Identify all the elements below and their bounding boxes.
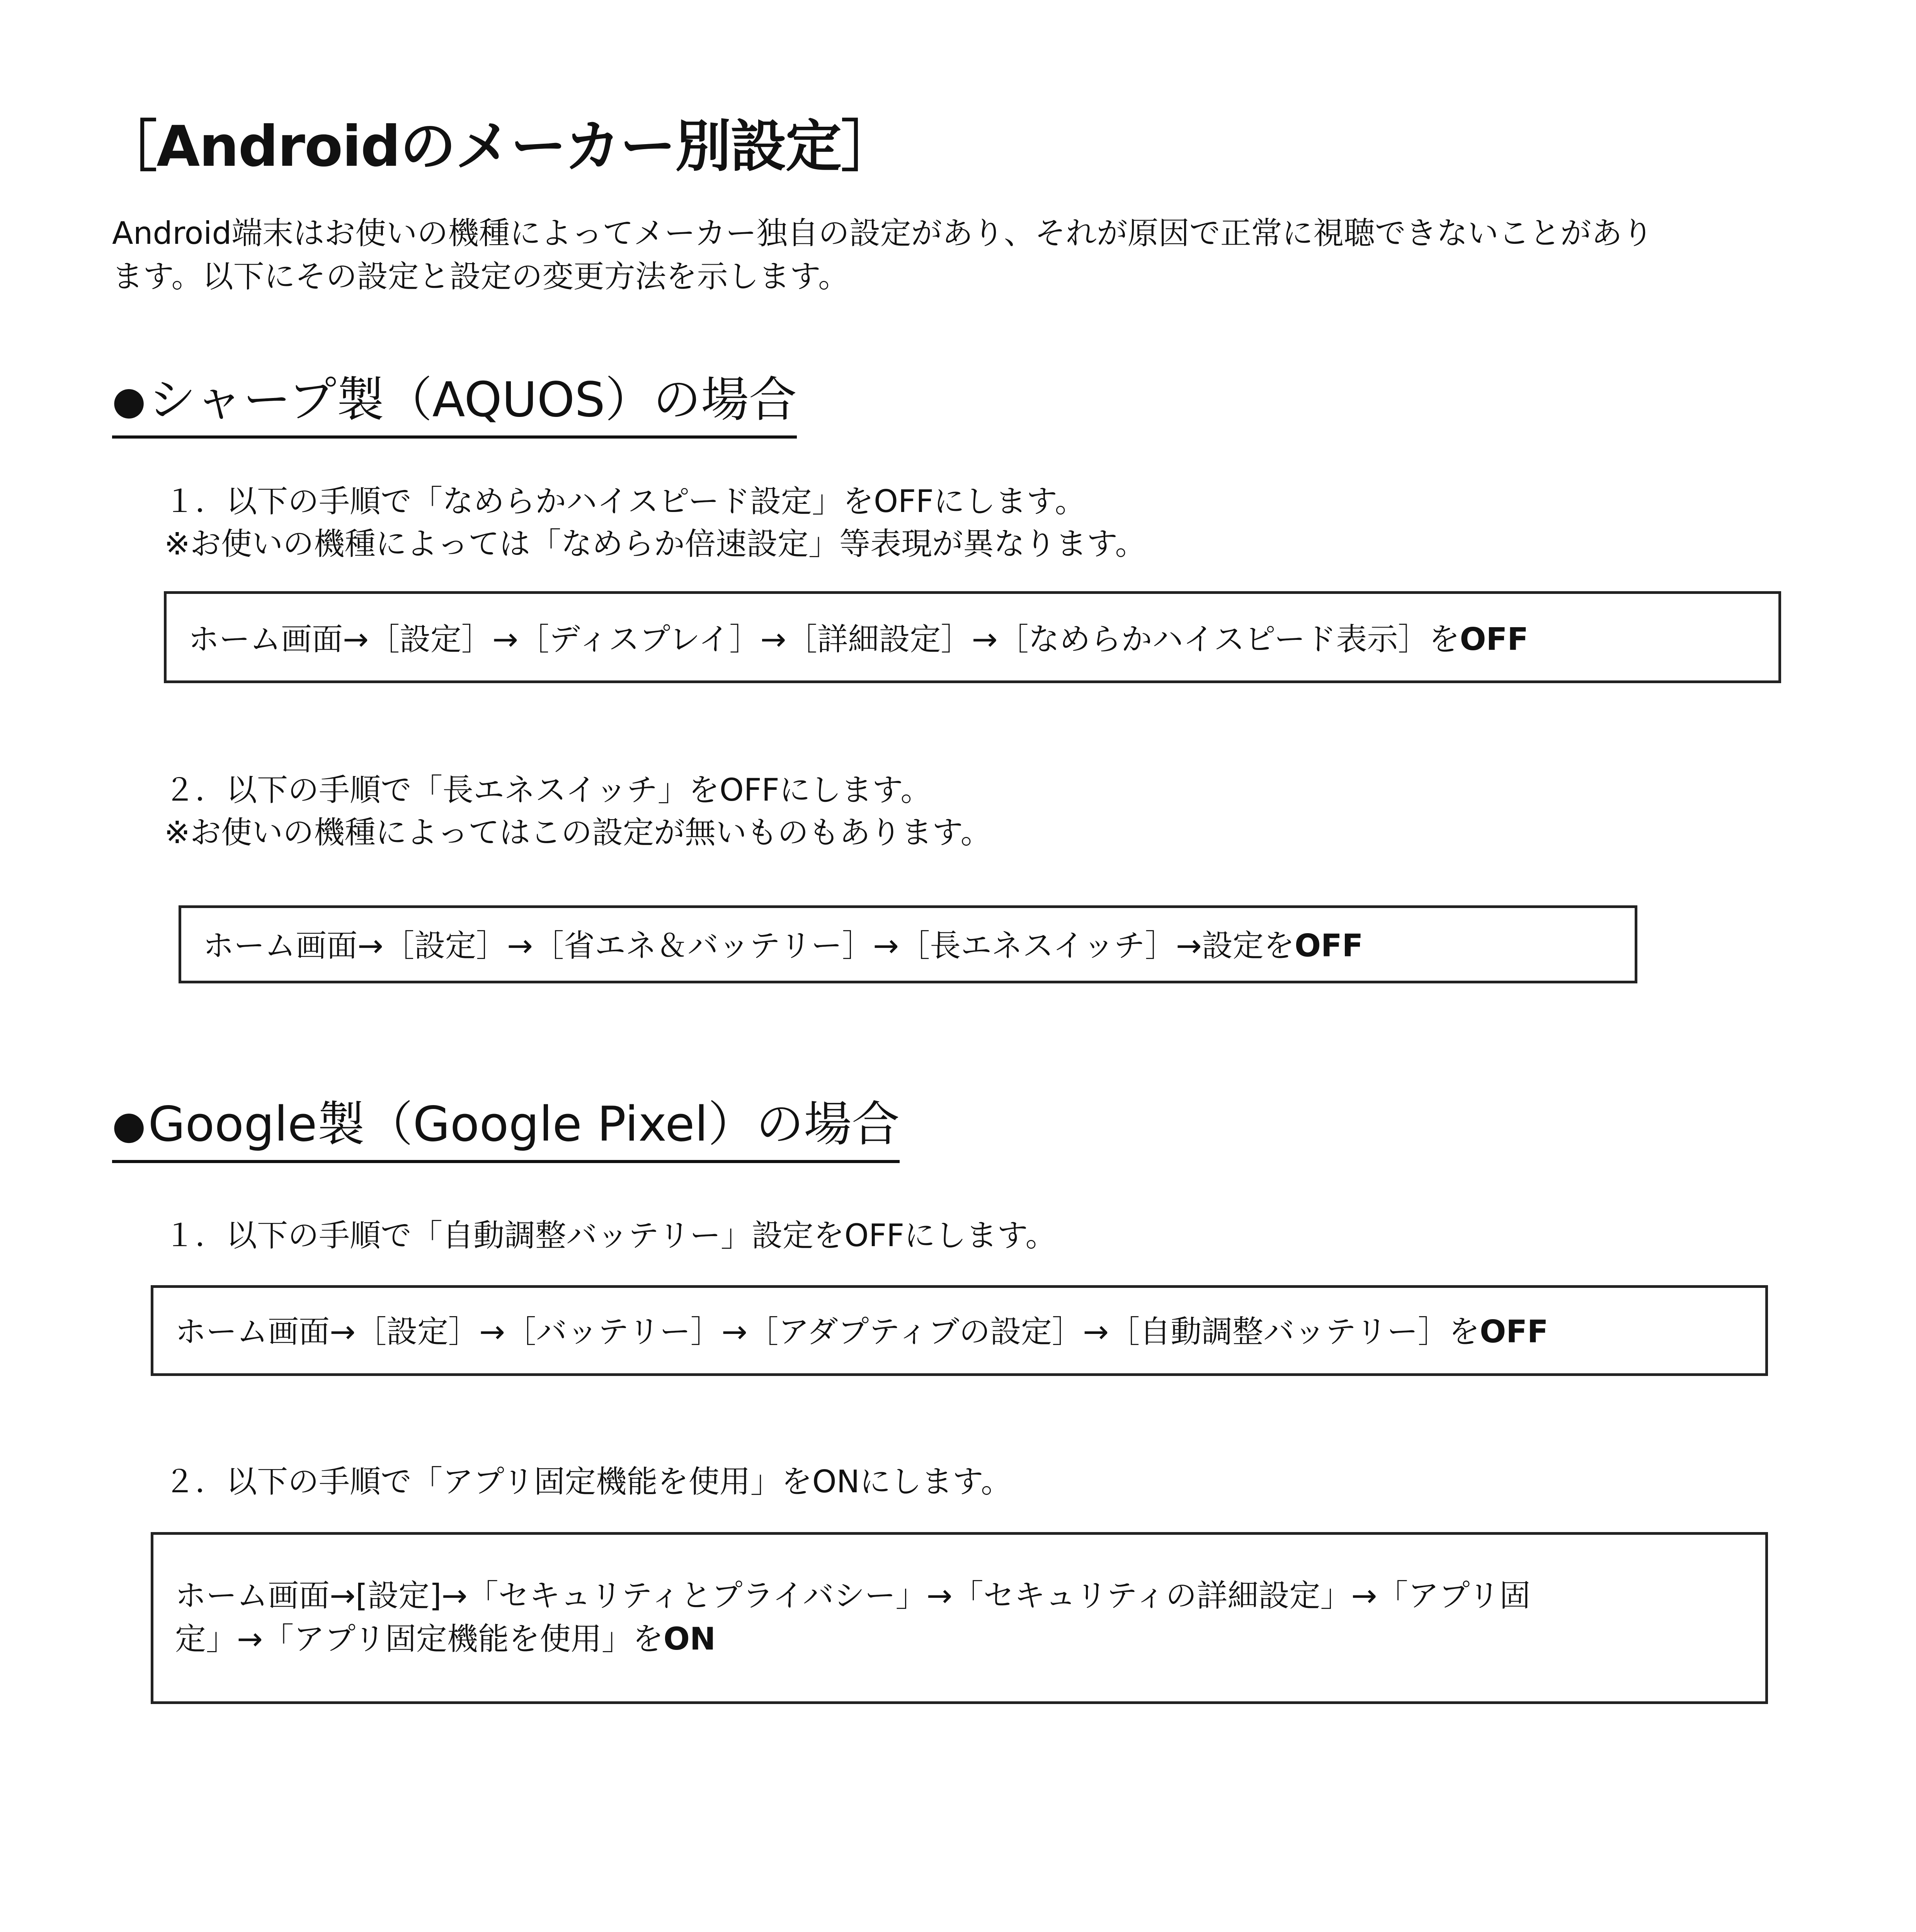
step-line: ２．以下の手順で「アプリ固定機能を使用」をONにします。	[164, 1464, 1012, 1500]
bullet-icon: ●	[112, 378, 146, 423]
step-instruction	[164, 1214, 1057, 1257]
intro-line: Android端末はお使いの機種によってメーカー独自の設定があり、それが原因で正常に視聴できないことがあり	[112, 215, 1653, 251]
step-note: ※お使いの機種によってはこの設定が無いものもあります。	[164, 815, 992, 850]
settings-path-text: 定」→「アプリ固定機能を使用」を	[175, 1621, 664, 1657]
settings-path-box	[151, 1285, 1768, 1376]
settings-path-value: OFF	[1460, 621, 1528, 657]
intro-line: ます。以下にその設定と設定の変更方法を示します。	[112, 259, 849, 294]
settings-path-text: ホーム画面→［設定］→［ディスプレイ］→［詳細設定］→［なめらかハイスピード表示］を	[188, 621, 1460, 657]
step-line: １．以下の手順で「なめらかハイスピード設定」をOFFにします。	[164, 483, 1086, 519]
settings-path-value: OFF	[1294, 928, 1363, 964]
settings-path-box	[179, 905, 1637, 983]
settings-path-text: ホーム画面→[設定]→「セキュリティとプライバシー」→「セキュリティの詳細設定」→「アプリ固	[175, 1578, 1531, 1614]
step-instruction	[164, 769, 992, 854]
settings-path-value: OFF	[1480, 1314, 1548, 1350]
settings-path-text: ホーム画面→［設定］→［バッテリー］→［アダプティブの設定］→［自動調整バッテリー］を	[175, 1314, 1480, 1350]
step-line: １．以下の手順で「自動調整バッテリー」設定をOFFにします。	[164, 1218, 1057, 1253]
step-instruction	[164, 480, 1146, 565]
section-heading-text: Google製（Google Pixel）の場合	[148, 1097, 900, 1152]
step-instruction	[164, 1461, 1012, 1503]
step-note: ※お使いの機種によっては「なめらか倍速設定」等表現が異なります。	[164, 526, 1146, 562]
settings-path-box	[164, 591, 1781, 683]
section-heading-sharp	[112, 369, 797, 439]
settings-path-value: ON	[663, 1621, 716, 1657]
intro-paragraph	[112, 212, 1820, 298]
section-heading-google	[112, 1094, 900, 1163]
settings-path-box	[151, 1532, 1768, 1704]
bullet-icon: ●	[112, 1102, 146, 1148]
step-line: ２．以下の手順で「長エネスイッチ」をOFFにします。	[164, 772, 932, 808]
page-title: ［Androidのメーカー別設定］	[101, 114, 896, 179]
section-heading-text: シャープ製（AQUOS）の場合	[148, 372, 797, 428]
settings-path-text: ホーム画面→［設定］→［省エネ＆バッテリー］→［長エネスイッチ］→設定を	[203, 928, 1295, 964]
